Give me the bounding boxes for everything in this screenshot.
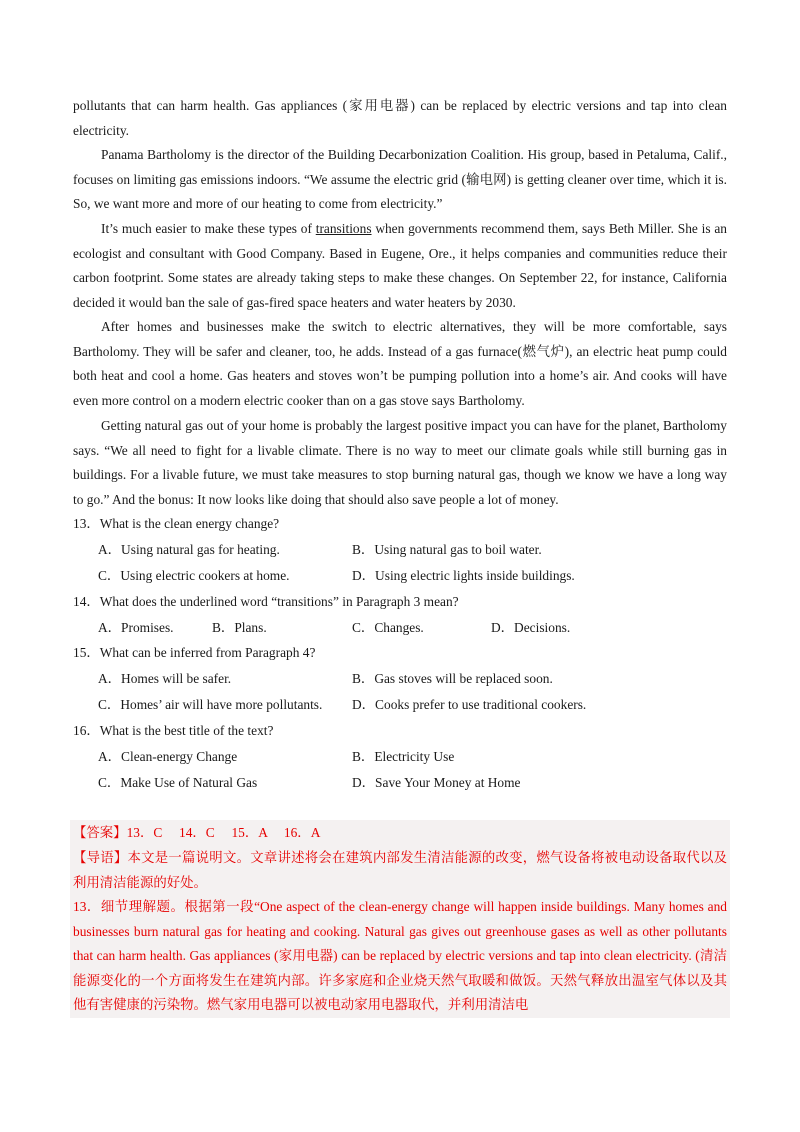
paragraph-3-text-start: It’s much easier to make these types of bbox=[101, 221, 316, 236]
answer-label: 【答案】 bbox=[73, 825, 127, 840]
guide-label: 【导语】 bbox=[73, 850, 128, 865]
explanation-13: 13．细节理解题。根据第一段“One aspect of the clean-energy change will happen inside buildings. Many homes and businesses burn natural gas for heating and cooking. Natural gas gives out greenhouse gases as well as other pollutants that can harm health. Gas appliances (家用电器) can be replaced by electric versions and tap into clean electricity. (清洁能源变化的一个方面将发生在建筑内部。许多家庭和企业烧天然气取暖和做饭。天然气释放出温室气体以及其他有害健康的污染物。燃气家用电器可以被电动家用电器取代，并利用清洁电 bbox=[73, 899, 727, 1013]
question-14-option-a[interactable]: A．Promises. bbox=[98, 620, 174, 635]
question-14-stem: 14．What does the underlined word “transitions” in Paragraph 3 mean? bbox=[73, 594, 459, 609]
question-13-option-b[interactable]: B．Using natural gas to boil water. bbox=[352, 542, 542, 557]
answer-key-line bbox=[73, 821, 727, 846]
answer-values: 13．C 14．C 15．A 16．A bbox=[126, 825, 321, 840]
passage-paragraph-5: Getting natural gas out of your home is probably the largest positive impact you can have for the planet, Bartholomy says. “We all need to fight for a livable climate. There is no way to meet our climate goals while still burning gas in buildings. For a livable future, we must take measures to stop burning natural gas, though we know we have a long way to go.” And the bonus: It now looks like doing that should also save people a lot of money. bbox=[73, 418, 727, 507]
question-14-option-b[interactable]: B．Plans. bbox=[212, 620, 267, 635]
question-16-option-d[interactable]: D．Save Your Money at Home bbox=[352, 775, 521, 790]
question-13-stem: 13．What is the clean energy change? bbox=[73, 516, 280, 531]
question-13-option-d[interactable]: D．Using electric lights inside buildings. bbox=[352, 568, 575, 583]
question-15-option-c[interactable]: C．Homes’ air will have more pollutants. bbox=[98, 697, 323, 712]
question-16-stem: 16．What is the best title of the text? bbox=[73, 723, 274, 738]
passage-paragraph-2: Panama Bartholomy is the director of the Building Decarbonization Coalition. His group, based in Petaluma, Calif., focuses on limiting gas emissions indoors. “We assume the electric grid (输电网) is getting cleaner over time, which it is. So, we want more and more of our heating to come from electricity.” bbox=[73, 147, 727, 212]
passage-paragraph-1-tail: pollutants that can harm health. Gas appliances (家用电器) can be replaced by electric versions and tap into clean electricity. bbox=[73, 98, 727, 138]
passage-paragraph-4: After homes and businesses make the switch to electric alternatives, they will be more comfortable, says Bartholomy. They will be safer and cleaner, too, he adds. Instead of a gas furnace(燃气炉), an electric heat pump could both heat and cool a home. Gas heaters and stoves won’t be pumping pollution into a home’s air. And cooks will have even more control on a modern electric cooker than on a gas stove says Bartholomy. bbox=[73, 319, 727, 408]
paragraph-3-text-end: when governments recommend them, says Beth Miller. She is an ecologist and consultant with Good Company. Based in Eugene, Ore., it helps companies and communities reduce their carbon footprint. Some states are already taking steps to make these changes. On September 22, for instance, California decided it would ban the sale of gas-fired space heaters and water heaters by 2030. bbox=[73, 221, 727, 310]
question-15-option-a[interactable]: A．Homes will be safer. bbox=[98, 671, 232, 686]
question-15-option-b[interactable]: B．Gas stoves will be replaced soon. bbox=[352, 671, 553, 686]
question-14-option-d[interactable]: D．Decisions. bbox=[491, 620, 571, 635]
guide-paragraph bbox=[73, 846, 727, 895]
question-14-option-c[interactable]: C．Changes. bbox=[352, 620, 424, 635]
question-13-option-a[interactable]: A．Using natural gas for heating. bbox=[98, 542, 280, 557]
question-16-option-c[interactable]: C．Make Use of Natural Gas bbox=[98, 775, 258, 790]
question-13-option-c[interactable]: C．Using electric cookers at home. bbox=[98, 568, 290, 583]
question-16-option-b[interactable]: B．Electricity Use bbox=[352, 749, 455, 764]
question-16-option-a[interactable]: A．Clean-energy Change bbox=[98, 749, 238, 764]
question-15-stem: 15．What can be inferred from Paragraph 4? bbox=[73, 645, 316, 660]
passage-paragraph-3 bbox=[73, 217, 727, 315]
question-15-option-d[interactable]: D．Cooks prefer to use traditional cookers. bbox=[352, 697, 587, 712]
underlined-word-transitions: transitions bbox=[315, 221, 372, 236]
guide-text: 本文是一篇说明文。文章讲述将会在建筑内部发生清洁能源的改变，燃气设备将被电动设备取代以及利用清洁能源的好处。 bbox=[73, 850, 728, 890]
